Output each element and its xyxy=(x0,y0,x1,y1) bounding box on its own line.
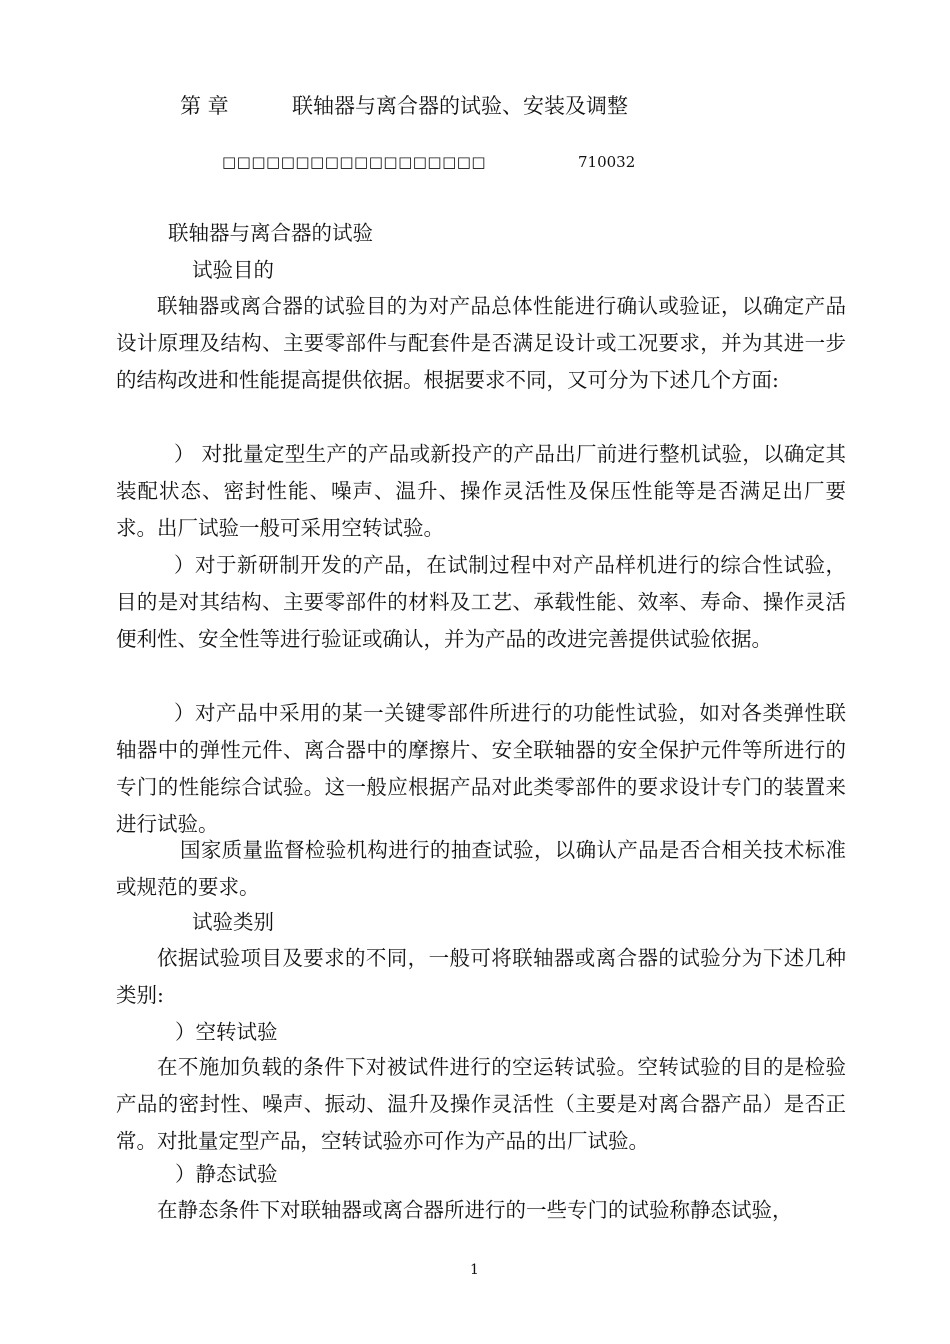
list-item-3: ）对产品中采用的某一关键零部件所进行的功能性试验，如对各类弹性联轴器中的弹性元件、离合器中的摩擦片、安全联轴器的安全保护元件等所进行的专门的性能综合试验。这一般应根据产品对此类零部件的要求设计专门的装置来进行试验。 xyxy=(116,701,846,836)
page-number: 1 xyxy=(470,1262,479,1278)
list-item-4: 国家质量监督检验机构进行的抽查试验，以确认产品是否合相关技术标准或规范的要求。 xyxy=(116,838,846,899)
section-heading: 联轴器与离合器的试验 xyxy=(168,221,373,245)
chapter-prefix: 第 章 xyxy=(180,94,229,118)
list-item-2: ）对于新研制开发的产品，在试制过程中对产品样机进行的综合性试验，目的是对其结构、主要零部件的材料及工艺、承载性能、效率、寿命、操作灵活便利性、安全性等进行验证或确认，并为产品的改进完善提供试验依据。 xyxy=(116,553,846,651)
affiliation-text: □□□□□□□□□□□□□□□□□□ xyxy=(222,153,487,171)
paragraph-idle-test: 在不施加负载的条件下对被试件进行的空运转试验。空转试验的目的是检验产品的密封性、噪声、振动、温升及操作灵活性（主要是对离合器产品）是否正常。对批量定型产品，空转试验亦可作为产品的出厂试验。 xyxy=(116,1055,846,1153)
category-heading-static: ）静态试验 xyxy=(175,1162,278,1186)
subsection-heading-purpose: 试验目的 xyxy=(192,258,274,282)
postal-code: 710032 xyxy=(578,153,636,171)
list-item-1: ） 对批量定型生产的产品或新投产的产品出厂前进行整机试验，以确定其装配状态、密封性能、噪声、温升、操作灵活性及保压性能等是否满足出厂要求。出厂试验一般可采用空转试验。 xyxy=(116,442,846,540)
chapter-title: 联轴器与离合器的试验、安装及调整 xyxy=(292,94,628,118)
paragraph-purpose: 联轴器或离合器的试验目的为对产品总体性能进行确认或验证，以确定产品设计原理及结构、主要零部件与配套件是否满足设计或工况要求，并为其进一步的结构改进和性能提高提供依据。根据要求不同，又可分为下述几个方面: xyxy=(116,294,846,392)
subsection-heading-categories: 试验类别 xyxy=(192,910,274,934)
category-heading-idle: ）空转试验 xyxy=(175,1020,278,1044)
paragraph-static-test: 在静态条件下对联轴器或离合器所进行的一些专门的试验称静态试验， xyxy=(157,1198,793,1222)
paragraph-categories: 依据试验项目及要求的不同，一般可将联轴器或离合器的试验分为下述几种类别: xyxy=(116,946,846,1007)
